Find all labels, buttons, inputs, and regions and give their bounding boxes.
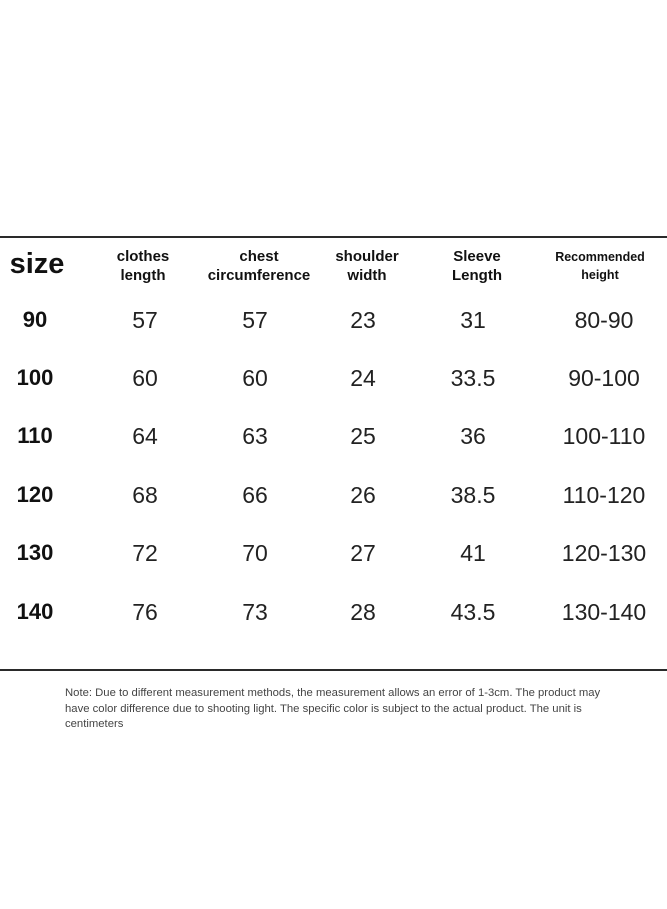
cell-clothes-length: 72 <box>132 539 158 566</box>
cell-height: 100-110 <box>562 422 646 449</box>
cell-chest: 63 <box>242 422 268 449</box>
table-row <box>0 475 667 515</box>
cell-sleeve: 33.5 <box>450 364 496 391</box>
cell-clothes-length: 76 <box>132 598 158 625</box>
cell-chest: 60 <box>242 364 268 391</box>
cell-sleeve: 43.5 <box>450 598 496 625</box>
header-clothes-length: clothes length <box>116 248 170 284</box>
cell-size: 110 <box>17 423 53 448</box>
table-row <box>0 592 667 632</box>
cell-size: 120 <box>16 482 54 507</box>
cell-height: 80-90 <box>574 306 634 333</box>
cell-clothes-length: 57 <box>132 306 158 333</box>
cell-sleeve: 41 <box>460 539 486 566</box>
cell-size: 130 <box>16 540 54 565</box>
cell-clothes-length: 68 <box>132 481 158 508</box>
table-top-rule <box>0 236 667 238</box>
cell-sleeve: 38.5 <box>450 481 496 508</box>
cell-size: 140 <box>16 599 54 624</box>
cell-height: 110-120 <box>562 481 646 508</box>
cell-clothes-length: 64 <box>132 422 158 449</box>
cell-sleeve: 36 <box>460 422 486 449</box>
cell-shoulder: 23 <box>350 306 376 333</box>
cell-height: 90-100 <box>568 364 640 391</box>
cell-size: 100 <box>16 365 54 390</box>
cell-shoulder: 25 <box>350 422 376 449</box>
cell-size: 90 <box>22 307 48 332</box>
cell-chest: 70 <box>242 539 268 566</box>
header-shoulder-width: shoulder width <box>335 248 399 284</box>
cell-shoulder: 28 <box>350 598 376 625</box>
table-row <box>0 416 667 456</box>
table-row <box>0 300 667 340</box>
table-row <box>0 358 667 398</box>
cell-sleeve: 31 <box>460 306 486 333</box>
cell-chest: 57 <box>242 306 268 333</box>
cell-height: 130-140 <box>561 598 647 625</box>
header-sleeve-length: Sleeve Length <box>452 248 502 284</box>
measurement-note: Note: Due to different measurement methods, the measurement allows an error of 1-3cm. The product may have color difference due to shooting light. The specific color is subject to the actual product. The unit is centimeters <box>65 687 601 730</box>
cell-clothes-length: 60 <box>132 364 158 391</box>
cell-shoulder: 24 <box>350 364 376 391</box>
table-row <box>0 533 667 573</box>
header-chest-circumference: chest circumference <box>207 248 311 284</box>
header-size: size <box>9 247 65 280</box>
cell-chest: 66 <box>242 481 268 508</box>
header-recommended-height: Recommended height <box>555 250 645 282</box>
cell-shoulder: 26 <box>350 481 376 508</box>
cell-chest: 73 <box>242 598 268 625</box>
cell-height: 120-130 <box>561 539 647 566</box>
table-bottom-rule <box>0 669 667 671</box>
cell-shoulder: 27 <box>350 539 376 566</box>
